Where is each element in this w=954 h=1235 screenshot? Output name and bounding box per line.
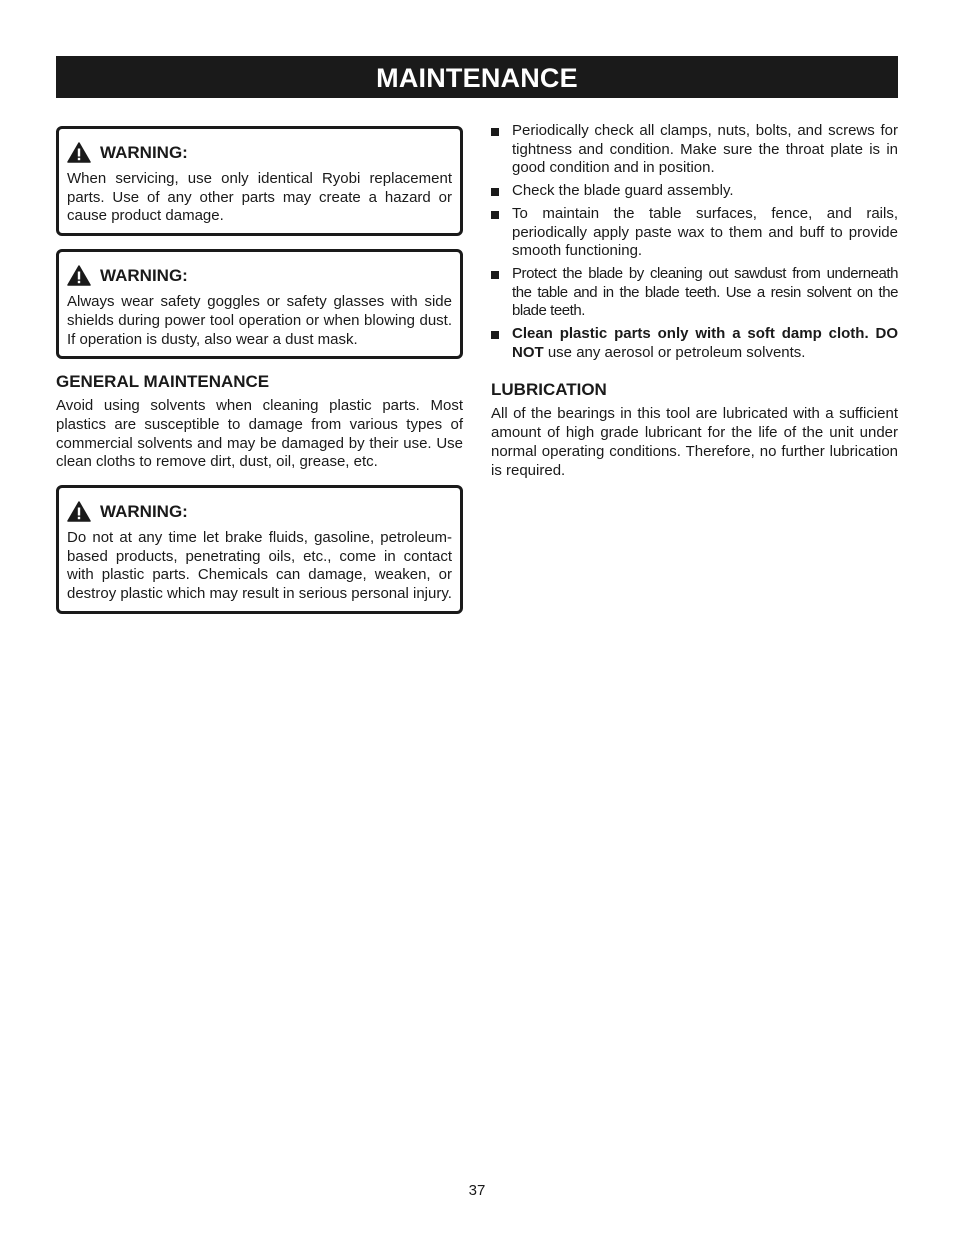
square-bullet-icon: [491, 128, 499, 136]
list-item-text: Periodically check all clamps, nuts, bolts, and screws for tightness and condition. Make sure the throat plate is in good condition and in position.: [512, 122, 898, 177]
general-maintenance-text: Avoid using solvents when cleaning plastic parts. Most plastics are susceptible to damage from various types of commercial solvents and may be damaged by their use. Use clean cloths to remove dirt, dust, oil, grease, etc.: [56, 397, 463, 471]
right-column: [491, 122, 898, 493]
square-bullet-icon: [491, 188, 499, 196]
maintenance-checklist: [491, 122, 898, 362]
warning-label: WARNING:: [100, 501, 188, 521]
warning-label: WARNING:: [100, 142, 188, 162]
warning-header: [67, 265, 452, 286]
square-bullet-icon: [491, 211, 499, 219]
square-bullet-icon: [491, 271, 499, 279]
warning-triangle-icon: [67, 501, 91, 522]
warning-box-chemicals: [56, 485, 463, 614]
warning-label: WARNING:: [100, 265, 188, 285]
warning-box-safety-goggles: [56, 249, 463, 359]
list-item: [491, 325, 898, 362]
list-item-text: use any aerosol or petroleum solvents.: [543, 343, 806, 361]
list-item: [491, 122, 898, 178]
page-title: MAINTENANCE: [56, 56, 898, 98]
warning-text: When servicing, use only identical Ryobi replacement parts. Use of any other parts may create a hazard or cause product damage.: [67, 170, 452, 225]
page-number: 37: [468, 1182, 486, 1199]
lubrication-heading: LUBRICATION: [491, 380, 607, 400]
warning-text: Do not at any time let brake fluids, gasoline, petroleum-based products, penetrating oils, etc., come in contact with plastic parts. Chemicals can damage, weaken, or destroy plastic which may result in serious personal injury.: [67, 529, 452, 603]
warning-box-replacement-parts: [56, 126, 463, 236]
left-column: [56, 126, 463, 627]
list-item-text: Check the blade guard assembly.: [512, 182, 734, 200]
warning-header: [67, 142, 452, 163]
lubrication-text: All of the bearings in this tool are lubricated with a sufficient amount of high grade lubricant for the life of the unit under normal operating conditions. Therefore, no further lubrication is required.: [491, 405, 898, 479]
warning-text: Always wear safety goggles or safety glasses with side shields during power tool operation or when blowing dust. If operation is dusty, also wear a dust mask.: [67, 293, 452, 348]
list-item-bold-text: Clean plastic parts only with a soft damp cloth. DO NOT: [512, 325, 898, 361]
general-maintenance-heading: GENERAL MAINTENANCE: [56, 372, 270, 392]
list-item: [491, 265, 898, 321]
square-bullet-icon: [491, 331, 499, 339]
list-item: [491, 205, 898, 261]
list-item-text: Protect the blade by cleaning out sawdust from underneath the table and in the blade teeth. Use a resin solvent on the blade teeth.: [512, 264, 898, 320]
list-item-text: To maintain the table surfaces, fence, and rails, periodically apply paste wax to them and buff to provide smooth functioning.: [512, 204, 898, 260]
warning-header: [67, 501, 452, 522]
warning-triangle-icon: [67, 265, 91, 286]
list-item: [491, 182, 898, 201]
warning-triangle-icon: [67, 142, 91, 163]
